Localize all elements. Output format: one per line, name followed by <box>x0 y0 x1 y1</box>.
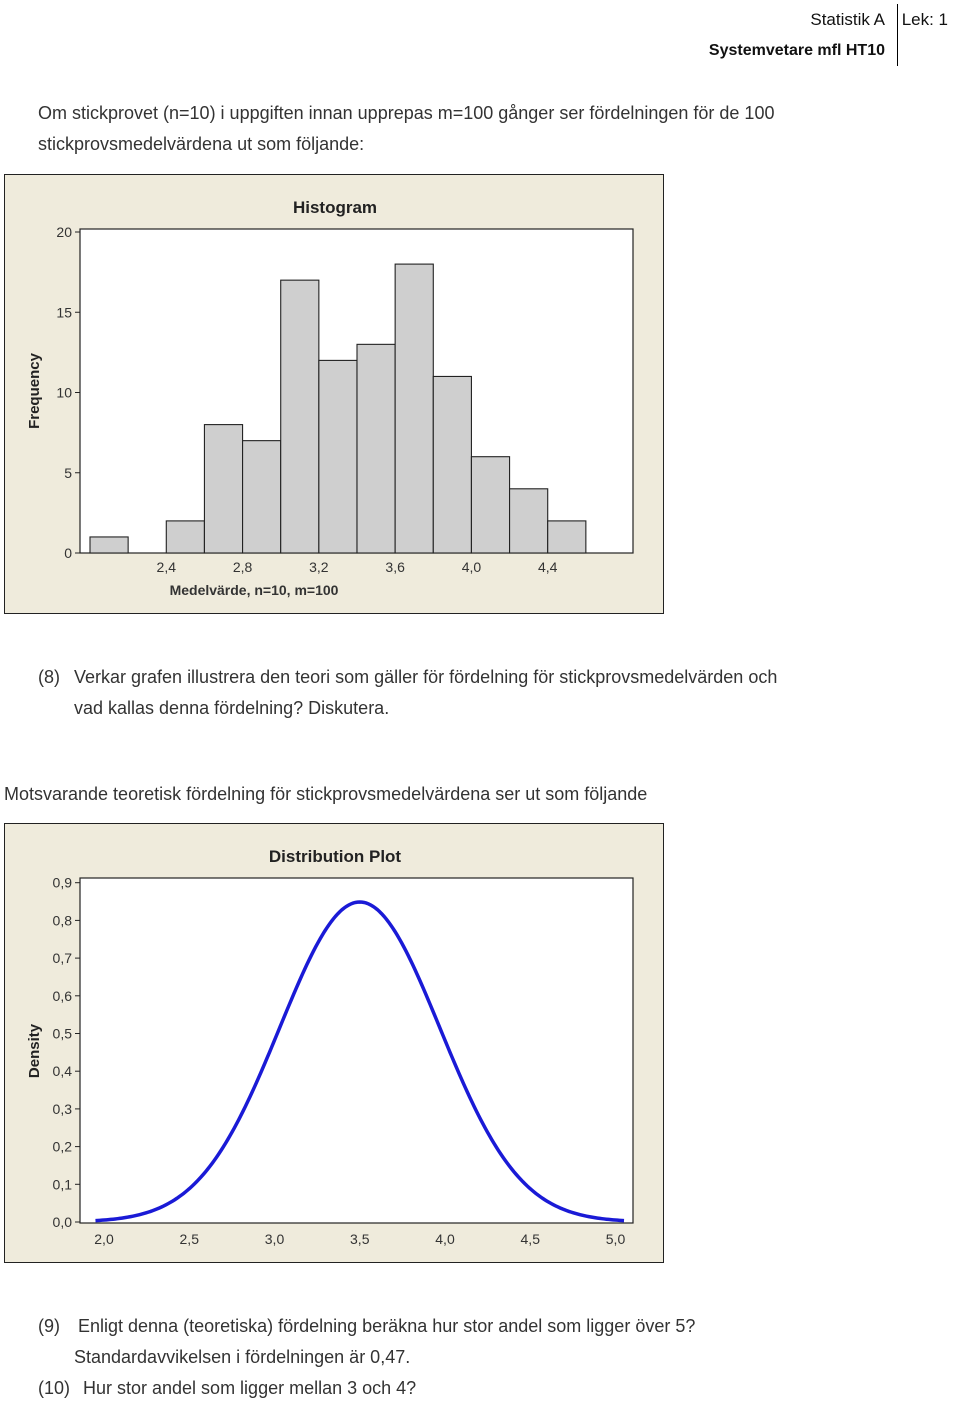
histogram-bar <box>166 521 204 553</box>
distribution-ytick-label: 0,3 <box>52 1100 72 1117</box>
distribution-ytick-label: 0,8 <box>52 912 72 929</box>
distribution-ytick-label: 0,0 <box>52 1214 72 1230</box>
distribution-ytick-label: 0,1 <box>52 1176 72 1193</box>
distribution-ytick-label: 0,9 <box>52 874 72 891</box>
histogram-ylabel: Frequency <box>26 353 43 429</box>
program-label: Systemvetare mfl HT10 <box>708 42 885 59</box>
histogram-bar <box>243 441 281 553</box>
question-8-line-2: vad kallas denna fördelning? Diskutera. <box>74 698 390 718</box>
distribution-ytick-label: 0,4 <box>52 1063 72 1080</box>
question-9-line-2: Standardavvikelsen i fördelningen är 0,47. <box>74 1347 411 1367</box>
distribution-title: Distribution Plot <box>268 847 402 866</box>
distribution-frame <box>4 823 664 1263</box>
histogram-bar <box>90 537 128 553</box>
histogram-frame <box>4 174 664 614</box>
distribution-xtick-label: 4,5 <box>520 1231 540 1247</box>
header-divider <box>897 4 898 66</box>
histogram-bar <box>471 457 509 553</box>
histogram-bar <box>433 376 471 553</box>
intro-line-2: stickprovsmedelvärdena ut som följande: <box>38 134 365 154</box>
lesson-label: Lek: 1 <box>901 10 948 29</box>
question-10-number: (10) <box>38 1378 71 1398</box>
histogram-xtick-label: 3,2 <box>309 559 329 575</box>
distribution-ytick-label: 0,2 <box>52 1138 72 1155</box>
distribution-ytick-label: 0,6 <box>52 987 72 1004</box>
intro-line-1: Om stickprovet (n=10) i uppgiften innan upprepas m=100 gånger ser fördelningen för de 100 <box>38 103 775 123</box>
question-9-line-1: Enligt denna (teoretiska) fördelning beräkna hur stor andel som ligger över 5? <box>78 1316 696 1336</box>
histogram-xlabel: Medelvärde, n=10, m=100 <box>169 582 339 598</box>
histogram-ytick-label: 10 <box>56 384 72 401</box>
question-10-line-1: Hur stor andel som ligger mellan 3 och 4? <box>83 1378 417 1398</box>
histogram-title: Histogram <box>292 198 378 217</box>
distribution-xtick-label: 5,0 <box>605 1231 626 1247</box>
histogram-bar <box>548 521 586 553</box>
distribution-ytick-label: 0,5 <box>52 1025 72 1042</box>
distribution-xtick-label: 3,0 <box>264 1231 285 1247</box>
question-8-number: (8) <box>38 667 60 687</box>
histogram-bar <box>510 489 548 553</box>
histogram-bar <box>395 264 433 553</box>
histogram-ytick-label: 15 <box>56 304 72 321</box>
distribution-xtick-label: 4,0 <box>435 1231 455 1247</box>
distribution-xtick-label: 2,0 <box>94 1231 114 1247</box>
histogram-xtick-label: 4,4 <box>537 559 558 575</box>
theory-intro: Motsvarande teoretisk fördelning för stickprovsmedelvärdena ser ut som följande <box>4 784 648 804</box>
histogram-ytick-label: 0 <box>64 545 72 561</box>
distribution-xtick-label: 2,5 <box>179 1231 199 1247</box>
histogram-xtick-label: 2,8 <box>232 559 253 575</box>
question-9-number: (9) <box>38 1316 60 1336</box>
histogram-xtick-label: 2,4 <box>156 559 177 575</box>
histogram-bar <box>319 360 357 553</box>
histogram-xtick-label: 4,0 <box>461 559 482 575</box>
distribution-ylabel: Density <box>26 1023 43 1079</box>
histogram-ytick-label: 5 <box>64 464 72 481</box>
distribution-xtick-label: 3,5 <box>350 1231 370 1247</box>
histogram-ytick-label: 20 <box>56 224 72 240</box>
distribution-chart <box>5 824 665 1264</box>
histogram-bar <box>204 425 242 553</box>
histogram-xtick-label: 3,6 <box>385 559 405 575</box>
distribution-ytick-label: 0,7 <box>52 950 72 967</box>
histogram-bar <box>357 344 395 553</box>
question-8-line-1: Verkar grafen illustrera den teori som gäller för fördelning för stickprovsmedelvärden och <box>74 667 778 687</box>
histogram-bar <box>281 280 319 553</box>
distribution-plot-area <box>80 878 633 1223</box>
histogram-chart <box>5 175 665 615</box>
course-title: Statistik A <box>810 10 885 29</box>
